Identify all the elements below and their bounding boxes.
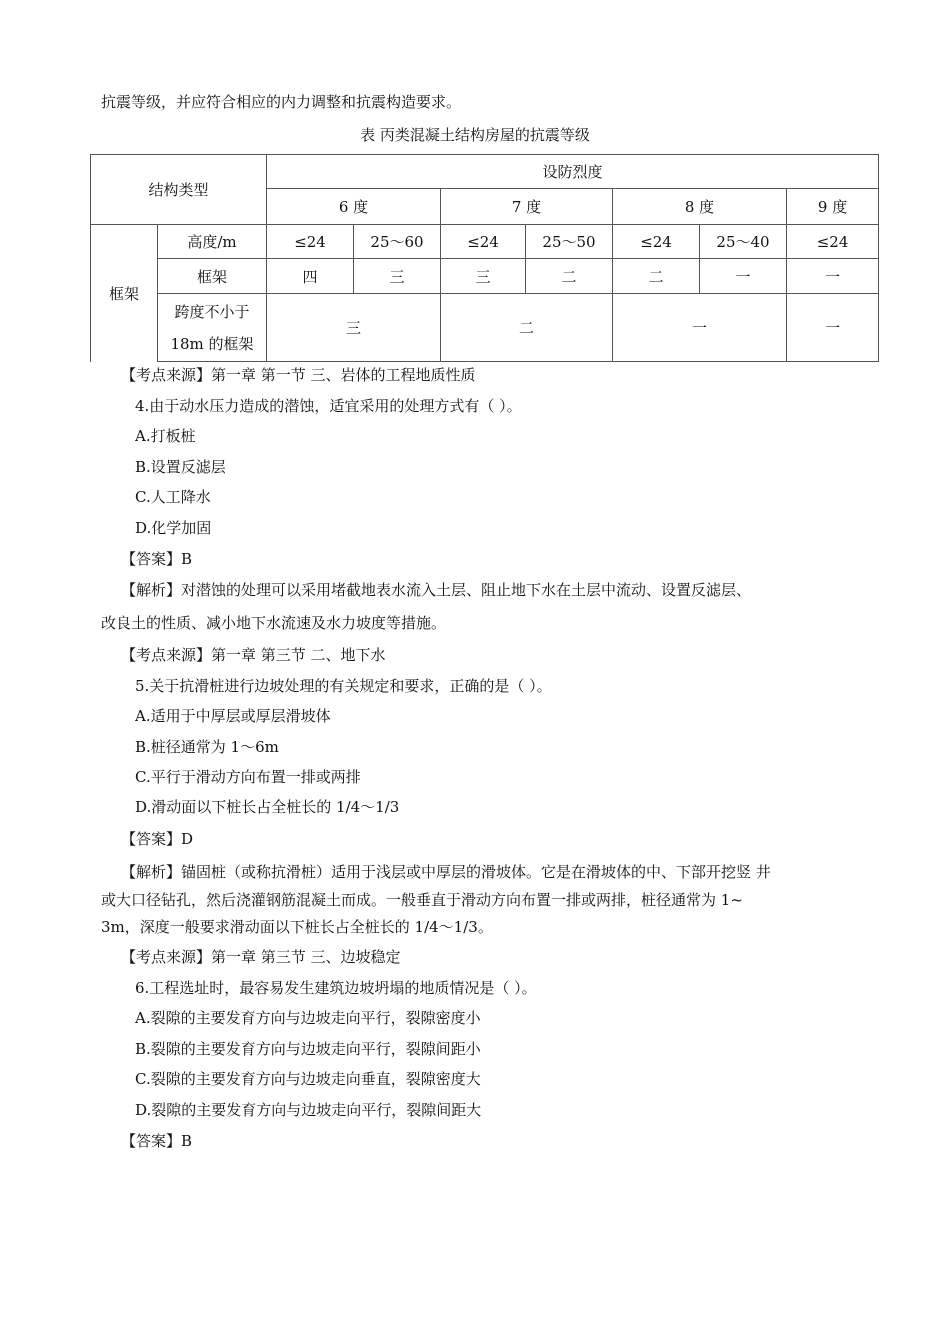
q6-option-d: D.裂隙的主要发育方向与边坡走向平行，裂隙间距大	[135, 1101, 482, 1119]
q5-option-d: D.滑动面以下桩长占全桩长的 1/4～1/3	[135, 798, 400, 816]
table-cell: 一	[613, 294, 787, 362]
table-cell: 三	[267, 294, 441, 362]
question-5: 5.关于抗滑桩进行边坡处理的有关规定和要求，正确的是（ ）。	[135, 677, 552, 695]
table-cell: 一	[787, 294, 879, 362]
table-cell: 四	[267, 259, 354, 294]
table-cell: ≤24	[267, 225, 354, 259]
table-cell: 二	[526, 259, 613, 294]
source-note-3: 【考点来源】第一章 第三节 三、边坡稳定	[121, 948, 401, 966]
row-label-span	[158, 294, 267, 362]
table-cell: 25～60	[354, 225, 441, 259]
table-cell: 一	[700, 259, 787, 294]
row-label-span-line2: 18m 的框架	[170, 334, 254, 353]
header-structure-type: 结构类型	[91, 155, 267, 225]
q6-option-a: A.裂隙的主要发育方向与边坡走向平行，裂隙密度小	[135, 1009, 481, 1027]
q5-option-c: C.平行于滑动方向布置一排或两排	[135, 768, 361, 786]
q4-answer: 【答案】B	[121, 550, 193, 568]
row-label-frame: 框架	[158, 259, 267, 294]
table-cell: 二	[613, 259, 700, 294]
q4-analysis-line1: 【解析】对潜蚀的处理可以采用堵截地表水流入土层、阻止地下水在土层中流动、设置反滤层、	[121, 581, 752, 599]
table-cell: ≤24	[787, 225, 879, 259]
q4-analysis-line2: 改良土的性质、减小地下水流速及水力坡度等措施。	[101, 614, 447, 632]
q4-option-a: A.打板桩	[135, 427, 196, 445]
q6-option-b: B.裂隙的主要发育方向与边坡走向平行，裂隙间距小	[135, 1040, 481, 1058]
q4-option-d: D.化学加固	[135, 519, 212, 537]
row-label-span-line1: 跨度不小于	[174, 302, 250, 321]
q4-option-c: C.人工降水	[135, 488, 211, 506]
q5-answer: 【答案】D	[121, 830, 194, 848]
table-cell: 25～50	[526, 225, 613, 259]
q6-answer: 【答案】B	[121, 1132, 193, 1150]
degree-8: 8 度	[613, 189, 787, 225]
header-intensity: 设防烈度	[267, 155, 879, 189]
q4-option-b: B.设置反滤层	[135, 458, 226, 476]
table-title: 表 丙类混凝土结构房屋的抗震等级	[360, 126, 590, 144]
table-cell: 一	[787, 259, 879, 294]
degree-7: 7 度	[441, 189, 613, 225]
q5-option-b: B.桩径通常为 1～6m	[135, 738, 279, 756]
q5-option-a: A.适用于中厚层或厚层滑坡体	[135, 707, 331, 725]
q6-option-c: C.裂隙的主要发育方向与边坡走向垂直，裂隙密度大	[135, 1070, 481, 1088]
question-4: 4.由于动水压力造成的潜蚀，适宜采用的处理方式有（ ）。	[135, 397, 522, 415]
row-label-height: 高度/m	[158, 225, 267, 259]
table-cell: 25～40	[700, 225, 787, 259]
table-cell: 三	[354, 259, 441, 294]
table-cell: 二	[441, 294, 613, 362]
table-cell: 三	[441, 259, 526, 294]
q5-analysis-line2: 或大口径钻孔，然后浇灌钢筋混凝土而成。一般垂直于滑动方向布置一排或两排，桩径通常为 1~	[101, 891, 743, 909]
seismic-grade-table	[90, 154, 879, 362]
degree-6: 6 度	[267, 189, 441, 225]
table-cell: ≤24	[441, 225, 526, 259]
table-cell: ≤24	[613, 225, 700, 259]
source-note-1: 【考点来源】第一章 第一节 三、岩体的工程地质性质	[121, 366, 476, 384]
q5-analysis-line1: 【解析】锚固桩（或称抗滑桩）适用于浅层或中厚层的滑坡体。它是在滑坡体的中、下部开挖竖 井	[121, 863, 771, 881]
question-6: 6.工程选址时，最容易发生建筑边坡坍塌的地质情况是（ ）。	[135, 979, 537, 997]
q5-analysis-line3: 3m，深度一般要求滑动面以下桩长占全桩长的 1/4～1/3。	[101, 918, 493, 936]
group-frame: 框架	[91, 225, 158, 362]
degree-9: 9 度	[787, 189, 879, 225]
source-note-2: 【考点来源】第一章 第三节 二、地下水	[121, 646, 386, 664]
intro-text: 抗震等级，并应符合相应的内力调整和抗震构造要求。	[101, 93, 462, 111]
